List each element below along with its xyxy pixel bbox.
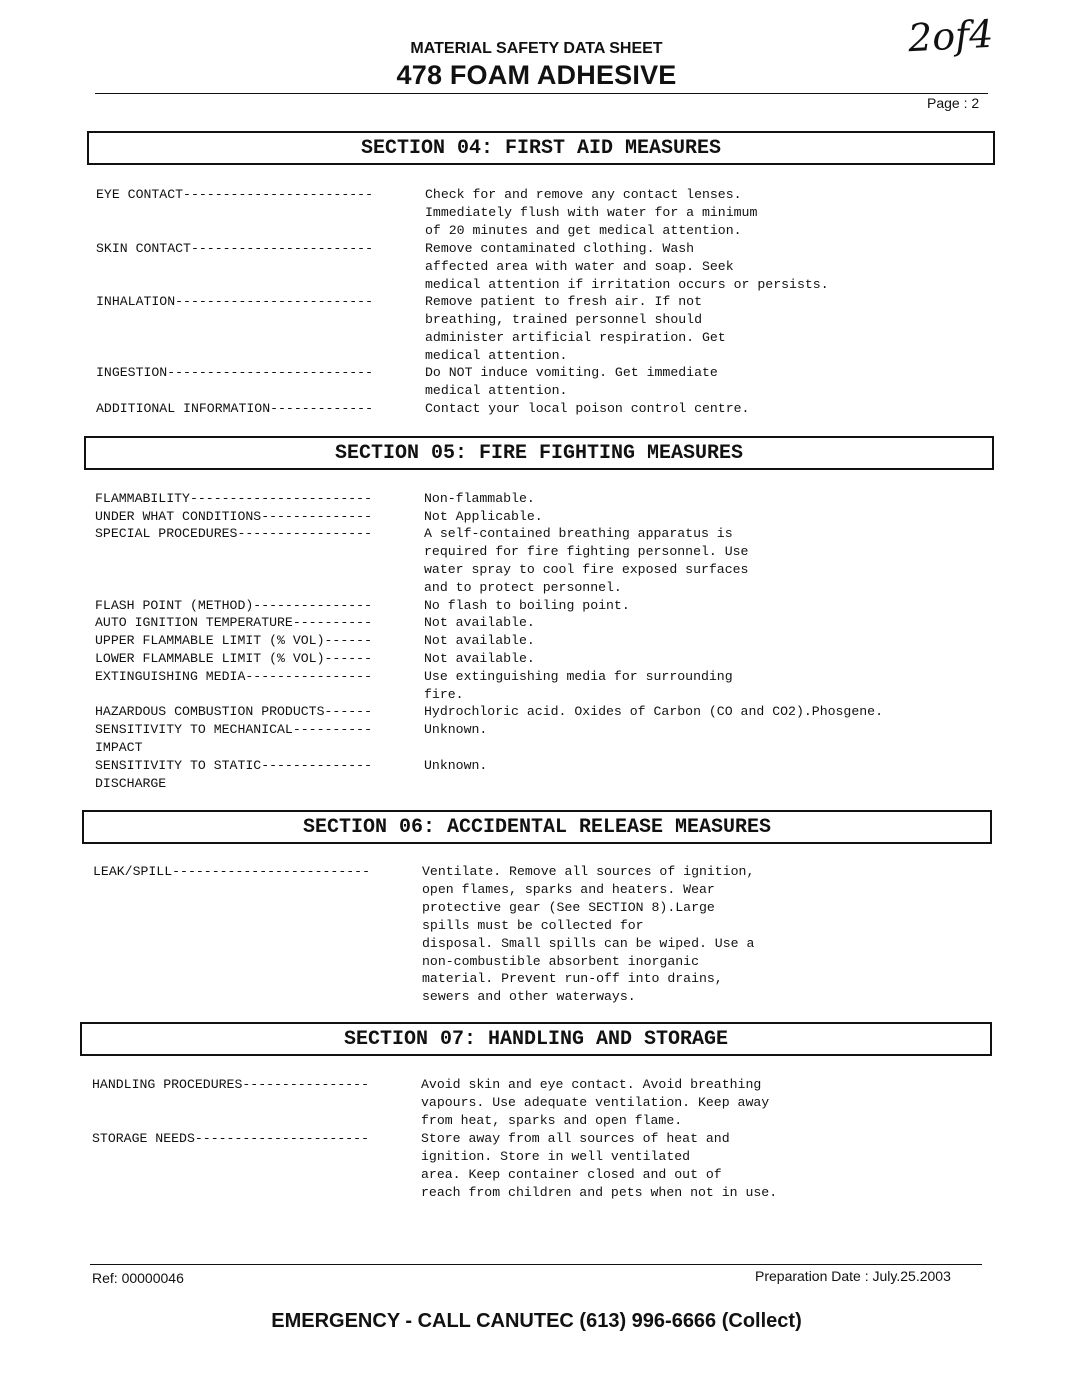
section-07-title: SECTION 07: HANDLING AND STORAGE bbox=[343, 1027, 729, 1051]
fire-special-procedures bbox=[95, 525, 749, 595]
handwritten-page-count: 2of4 bbox=[906, 11, 995, 61]
row-value: Remove contaminated clothing. Wash affected area with water and soap. Seek medical attention if irritation occurs or persists. bbox=[425, 241, 829, 292]
row-value: Use extinguishing media for surrounding fire. bbox=[424, 669, 733, 702]
row-label: ADDITIONAL INFORMATION------------- bbox=[96, 401, 373, 416]
section-04-header bbox=[87, 131, 995, 165]
first-aid-eye-contact bbox=[96, 186, 758, 240]
fire-sensitivity-static-discharge bbox=[95, 757, 488, 811]
document-title: MATERIAL SAFETY DATA SHEET bbox=[410, 40, 663, 57]
reference-number: Ref: 00000046 bbox=[92, 1270, 184, 1286]
row-value: No flash to boiling point. bbox=[424, 598, 630, 613]
row-value: Hydrochloric acid. Oxides of Carbon (CO and CO2).Phosgene. bbox=[424, 704, 883, 719]
preparation-date: Preparation Date : July.25.2003 bbox=[755, 1268, 951, 1284]
row-label: STORAGE NEEDS---------------------- bbox=[92, 1131, 369, 1146]
row-label: EYE CONTACT------------------------ bbox=[96, 187, 373, 202]
row-value: Non-flammable. bbox=[424, 491, 535, 506]
product-name: 478 FOAM ADHESIVE bbox=[396, 60, 677, 90]
storage-needs bbox=[92, 1130, 778, 1200]
row-value: Unknown. bbox=[424, 758, 488, 773]
row-label: LEAK/SPILL------------------------- bbox=[93, 864, 370, 879]
emergency-contact: EMERGENCY - CALL CANUTEC (613) 996-6666 (Collect) bbox=[271, 1310, 802, 1332]
row-label: UNDER WHAT CONDITIONS-------------- bbox=[95, 509, 372, 524]
handling-procedures bbox=[92, 1076, 770, 1130]
row-label: HANDLING PROCEDURES---------------- bbox=[92, 1077, 369, 1092]
section-07-header bbox=[80, 1022, 992, 1056]
row-value: Avoid skin and eye contact. Avoid breathing vapours. Use adequate ventilation. Keep away from heat, sparks and open flame. bbox=[421, 1077, 770, 1128]
row-label: FLAMMABILITY----------------------- bbox=[95, 491, 372, 506]
row-value: Not available. bbox=[424, 651, 535, 666]
row-value: Not Applicable. bbox=[424, 509, 543, 524]
row-value: Contact your local poison control centre. bbox=[425, 401, 750, 416]
row-value: Store away from all sources of heat and ignition. Store in well ventilated area. Keep container closed and out of reach from children and pets when not in use. bbox=[421, 1131, 778, 1200]
row-label: SKIN CONTACT----------------------- bbox=[96, 241, 373, 256]
footer-rule bbox=[90, 1264, 982, 1265]
row-value: Check for and remove any contact lenses. Immediately flush with water for a minimum of 20 minutes and get medical attention. bbox=[425, 187, 758, 238]
row-label: EXTINGUISHING MEDIA---------------- bbox=[95, 669, 372, 684]
row-label: SENSITIVITY TO STATIC-------------- DISCHARGE bbox=[95, 758, 372, 791]
row-value: A self-contained breathing apparatus is required for fire fighting personnel. Use water spray to cool fire exposed surfaces and to protect personnel. bbox=[424, 526, 749, 595]
section-06-header bbox=[82, 810, 992, 844]
row-value: Do NOT induce vomiting. Get immediate medical attention. bbox=[425, 365, 718, 398]
row-label: INGESTION-------------------------- bbox=[96, 365, 373, 380]
section-05-header bbox=[84, 436, 994, 470]
header-rule bbox=[95, 93, 988, 94]
page-number: Page : 2 bbox=[927, 95, 980, 111]
first-aid-inhalation bbox=[96, 293, 726, 363]
row-label: UPPER FLAMMABLE LIMIT (% VOL)------ bbox=[95, 633, 372, 648]
first-aid-skin-contact bbox=[96, 240, 829, 294]
release-leak-spill bbox=[93, 863, 755, 1005]
row-label: LOWER FLAMMABLE LIMIT (% VOL)------ bbox=[95, 651, 372, 666]
row-value: Remove patient to fresh air. If not breathing, trained personnel should administer artificial respiration. Get medical attention. bbox=[425, 294, 726, 363]
section-04-title: SECTION 04: FIRST AID MEASURES bbox=[360, 136, 722, 160]
row-value: Unknown. bbox=[424, 722, 488, 737]
row-value: Ventilate. Remove all sources of ignition, open flames, sparks and heaters. Wear protective gear (See SECTION 8).Large spills must be collected for disposal. Small spills can be wiped. Use a non-combustible absorbent inorganic material. Prevent run-off into drains, sewers and other waterways. bbox=[422, 864, 755, 1005]
row-label: FLASH POINT (METHOD)--------------- bbox=[95, 598, 372, 613]
row-value: Not available. bbox=[424, 615, 535, 630]
row-label: INHALATION------------------------- bbox=[96, 294, 373, 309]
row-label: SENSITIVITY TO MECHANICAL---------- IMPACT bbox=[95, 722, 372, 755]
section-05-title: SECTION 05: FIRE FIGHTING MEASURES bbox=[334, 441, 744, 465]
section-06-title: SECTION 06: ACCIDENTAL RELEASE MEASURES bbox=[302, 815, 772, 839]
row-label: HAZARDOUS COMBUSTION PRODUCTS------ bbox=[95, 704, 372, 719]
row-label: SPECIAL PROCEDURES----------------- bbox=[95, 526, 372, 541]
row-label: AUTO IGNITION TEMPERATURE---------- bbox=[95, 615, 372, 630]
row-value: Not available. bbox=[424, 633, 535, 648]
